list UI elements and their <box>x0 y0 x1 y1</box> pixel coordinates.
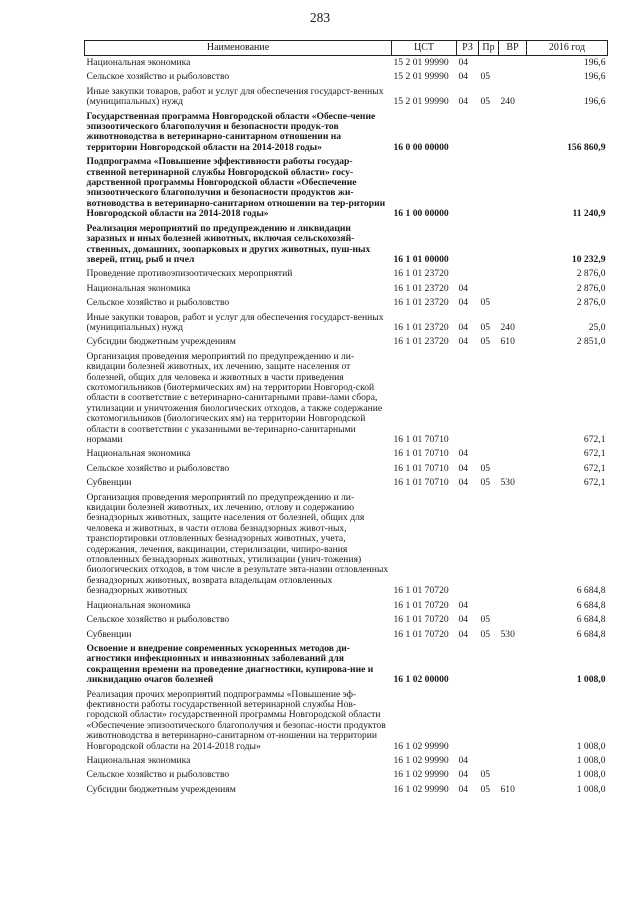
row-vr <box>499 350 527 448</box>
row-sum: 2 876,0 <box>576 268 606 280</box>
row-cst: 16 1 02 00000 <box>393 674 449 686</box>
row-vr: 240 <box>500 96 515 108</box>
row-name: Иные закупки товаров, работ и услуг для обеспечения государст-венных (муниципальных) нужд <box>86 85 384 108</box>
row-rz: 04 <box>458 628 469 640</box>
row-name: Субсидии бюджетным учреждениям <box>86 783 236 795</box>
row-name: Сельское хозяйство и рыболовство <box>86 769 230 781</box>
row-name: Иные закупки товаров, работ и услуг для обеспечения государст-венных (муниципальных) нужд <box>86 311 384 333</box>
table-row <box>85 56 608 71</box>
row-name: Национальная экономика <box>86 57 191 68</box>
row-pr <box>479 350 499 448</box>
row-cst: 16 1 00 00000 <box>393 208 449 220</box>
row-sum: 6 684,8 <box>576 614 606 626</box>
row-name: Государственная программа Новгородской области «Обеспе-чение эпизоотического благополучия и безопасности продук-тов животноводства в ветеринарно-санитарном отношении на территории Новгородской области на 2014-2018 годы» <box>86 110 376 153</box>
row-sum: 6 684,8 <box>576 585 606 597</box>
table-header <box>85 41 608 56</box>
row-name: Субвенции <box>86 628 132 640</box>
table-row <box>85 642 608 688</box>
row-rz: 04 <box>458 783 469 795</box>
row-cst: 16 1 01 70710 <box>393 448 449 460</box>
row-pr <box>479 56 499 71</box>
row-vr <box>499 282 527 296</box>
table-row <box>85 350 608 448</box>
row-pr: 05 <box>480 336 491 348</box>
row-vr <box>499 688 527 754</box>
row-rz: 04 <box>458 336 469 348</box>
row-name: Национальная экономика <box>86 282 191 294</box>
row-rz <box>457 688 479 754</box>
row-name: Национальная экономика <box>86 599 191 611</box>
row-pr: 05 <box>480 71 491 83</box>
row-rz <box>457 350 479 448</box>
row-cst: 16 1 02 99990 <box>393 740 449 752</box>
row-vr <box>499 267 527 281</box>
row-vr: 610 <box>500 336 515 348</box>
table-row <box>85 296 608 310</box>
row-sum: 672,1 <box>583 448 606 460</box>
row-rz <box>457 110 479 156</box>
row-vr <box>499 768 527 782</box>
budget-table <box>84 40 608 797</box>
row-rz: 04 <box>458 321 469 333</box>
row-pr: 05 <box>480 96 491 108</box>
row-vr <box>499 754 527 768</box>
row-sum: 6 684,8 <box>576 628 606 640</box>
row-sum: 1 008,0 <box>576 754 606 766</box>
table-row <box>85 688 608 754</box>
row-sum: 2 851,0 <box>576 336 606 348</box>
row-cst: 15 2 01 99990 <box>393 57 449 68</box>
row-pr <box>479 688 499 754</box>
row-cst: 16 1 01 23720 <box>393 336 449 348</box>
table-row <box>85 222 608 268</box>
row-pr <box>479 447 499 461</box>
row-cst: 16 1 01 70720 <box>393 585 449 597</box>
table-row <box>85 155 608 221</box>
table-row <box>85 768 608 782</box>
table-row <box>85 613 608 627</box>
row-name: Организация проведения мероприятий по предупреждению и ли-квидации болезней животных, их лечению, отлову и содержанию безнадзорных животных, защите населения от болезней, общих для человека и животных, в части отлова безнадзорных живот-ных, транспортировки отловленных безнадзорных животных, учета, содержания, лечения, вакцинации, стерилизации, чипиро-вания отловленных безнадзорных животных, утилизации (унич-тожения) биологических отходов, в том числе в результате эвта-назии отловленных безнадзорных животных, возврата владельцам отловленных безнадзорных животных <box>86 491 389 597</box>
row-pr <box>479 599 499 613</box>
row-pr <box>479 110 499 156</box>
row-rz <box>457 267 479 281</box>
table-row <box>85 311 608 336</box>
row-name: Освоение и внедрение современных ускоренных методов ди-агностики инфекционных и инвазионных заболеваний для сокращения времени на проведение диагностики, купирова-ние и ликвидацию очагов болезней <box>86 642 374 686</box>
row-sum: 196,6 <box>583 57 606 68</box>
row-rz: 04 <box>458 71 469 83</box>
row-rz: 04 <box>458 754 469 766</box>
table-row <box>85 110 608 156</box>
row-name: Национальная экономика <box>86 448 191 460</box>
row-sum: 10 232,9 <box>571 253 606 265</box>
row-vr <box>499 222 527 268</box>
row-rz: 04 <box>458 769 469 781</box>
table-row <box>85 85 608 110</box>
row-sum: 11 240,9 <box>572 208 606 220</box>
row-cst: 16 1 01 23720 <box>393 268 449 280</box>
row-sum: 1 008,0 <box>576 783 606 795</box>
row-cst: 16 1 02 99990 <box>393 754 449 766</box>
page-number: 283 <box>309 10 331 25</box>
row-pr <box>479 222 499 268</box>
table-row <box>85 783 608 797</box>
row-name: Реализация прочих мероприятий подпрограммы «Повышение эф-фективности работы государственной ветеринарной службы Нов-городской области» государственной программы Новгородской области «Обеспечение эпизоотического благополучия и безопас-ности продуктов животноводства в ветеринарно-санитарном от-ношении на территории Новгородской области на 2014-2018 годы» <box>86 688 386 752</box>
row-name: Сельское хозяйство и рыболовство <box>86 462 230 474</box>
row-vr: 240 <box>500 321 515 333</box>
row-cst: 16 1 01 00000 <box>393 253 449 265</box>
row-cst: 16 1 02 99990 <box>393 783 449 795</box>
row-vr <box>499 462 527 476</box>
row-pr <box>479 491 499 599</box>
row-pr <box>479 642 499 688</box>
row-cst: 16 1 01 23720 <box>393 321 449 333</box>
table-row <box>85 282 608 296</box>
row-vr <box>499 110 527 156</box>
row-cst: 16 1 01 70710 <box>393 462 449 474</box>
row-cst: 16 1 01 23720 <box>393 297 449 309</box>
row-vr <box>499 491 527 599</box>
table-row <box>85 754 608 768</box>
row-sum: 1 008,0 <box>576 769 606 781</box>
header-pr: Пр <box>479 41 499 56</box>
table-row <box>85 462 608 476</box>
row-pr: 05 <box>480 462 491 474</box>
row-cst: 16 1 02 99990 <box>393 769 449 781</box>
row-cst: 16 1 01 70710 <box>393 434 449 445</box>
row-rz <box>457 491 479 599</box>
table-row <box>85 491 608 599</box>
row-cst: 16 1 01 70720 <box>393 628 449 640</box>
row-vr <box>499 296 527 310</box>
row-pr <box>479 754 499 768</box>
table-row <box>85 447 608 461</box>
row-vr: 530 <box>500 628 515 640</box>
row-vr <box>499 155 527 221</box>
row-sum: 196,6 <box>583 71 606 83</box>
table-row <box>85 628 608 642</box>
table-body <box>85 56 608 798</box>
row-name: Проведение противоэпизоотических мероприятий <box>86 268 293 280</box>
table-row <box>85 599 608 613</box>
row-name: Организация проведения мероприятий по предупреждению и ли-квидации болезней животных, их лечению, защите населения от болезней, общих для человека и животных в части приведения скотомогильников (биотермических ям) на территории Новгород-ской области в соответствие с ветеринарно-санитарными прави-лами сбора, утилизации и уничтожения биологических отходов, а также содержание скотомогильников (биологических ям) на территории Новгородской области в соответствии с указанными ве-теринарно-санитарными нормами <box>86 350 383 445</box>
table-row <box>85 267 608 281</box>
header-year: 2016 год <box>527 41 608 56</box>
row-sum: 1 008,0 <box>576 674 606 686</box>
row-sum: 1 008,0 <box>576 740 606 752</box>
row-rz: 04 <box>458 57 469 68</box>
row-cst: 15 2 01 99990 <box>393 71 449 83</box>
row-sum: 672,1 <box>583 434 606 445</box>
row-pr: 05 <box>480 321 491 333</box>
row-vr: 530 <box>500 477 515 489</box>
row-vr <box>499 642 527 688</box>
row-rz: 04 <box>458 96 469 108</box>
row-rz: 04 <box>458 614 469 626</box>
row-name: Субвенции <box>86 477 132 489</box>
row-pr: 05 <box>480 628 491 640</box>
header-vr: ВР <box>499 41 527 56</box>
row-name: Сельское хозяйство и рыболовство <box>86 614 230 626</box>
row-pr: 05 <box>480 477 491 489</box>
row-name: Субсидии бюджетным учреждениям <box>86 336 236 348</box>
row-cst: 16 0 00 00000 <box>393 141 449 153</box>
row-vr: 610 <box>500 783 515 795</box>
row-cst: 16 1 01 23720 <box>393 282 449 294</box>
row-sum: 2 876,0 <box>576 282 606 294</box>
row-name: Реализация мероприятий по предупреждению и ликвидации заразных и иных болезней животных, включая сельскохозяй-ственных, домашних, зоопарковых и других животных, пуш-ных зверей, птиц, рыб и пчел <box>86 222 371 265</box>
row-vr <box>499 599 527 613</box>
row-rz: 04 <box>458 297 469 309</box>
row-sum: 6 684,8 <box>576 599 606 611</box>
row-rz: 04 <box>458 448 469 460</box>
row-rz <box>457 642 479 688</box>
row-sum: 196,6 <box>583 96 606 108</box>
row-vr <box>499 447 527 461</box>
row-rz: 04 <box>458 462 469 474</box>
row-pr: 05 <box>480 614 491 626</box>
row-cst: 16 1 01 70720 <box>393 599 449 611</box>
header-cst: ЦСТ <box>392 41 457 56</box>
row-rz: 04 <box>458 477 469 489</box>
row-vr <box>499 613 527 627</box>
row-name: Подпрограмма «Повышение эффективности работы государ-ственной ветеринарной службы Новгородской области» госу-дарственной программы Новгородской области «Обеспечение эпизоотического благополучия и безопасности продуктов жи-вотноводства в ветеринарно-санитарном отношении на тер-ритории Новгородской области на 2014-2018 годы» <box>86 156 386 220</box>
row-sum: 156 860,9 <box>567 141 606 153</box>
row-sum: 2 876,0 <box>576 297 606 309</box>
header-rz: РЗ <box>457 41 479 56</box>
row-pr <box>479 282 499 296</box>
row-pr <box>479 267 499 281</box>
row-sum: 672,1 <box>583 462 606 474</box>
row-sum: 25,0 <box>588 321 606 333</box>
row-name: Национальная экономика <box>86 754 191 766</box>
row-pr: 05 <box>480 297 491 309</box>
row-pr <box>479 155 499 221</box>
header-name: Наименование <box>85 41 392 56</box>
row-vr <box>499 70 527 84</box>
row-pr: 05 <box>480 783 491 795</box>
row-rz: 04 <box>458 282 469 294</box>
row-cst: 15 2 01 99990 <box>393 96 449 108</box>
row-vr <box>499 56 527 71</box>
row-cst: 16 1 01 70710 <box>393 477 449 489</box>
row-rz: 04 <box>458 599 469 611</box>
table-row <box>85 476 608 490</box>
row-sum: 672,1 <box>583 477 606 489</box>
table-row <box>85 335 608 349</box>
row-pr: 05 <box>480 769 491 781</box>
row-name: Сельское хозяйство и рыболовство <box>86 297 230 309</box>
row-name: Сельское хозяйство и рыболовство <box>86 71 230 83</box>
table-row <box>85 70 608 84</box>
row-cst: 16 1 01 70720 <box>393 614 449 626</box>
row-rz <box>457 222 479 268</box>
row-rz <box>457 155 479 221</box>
